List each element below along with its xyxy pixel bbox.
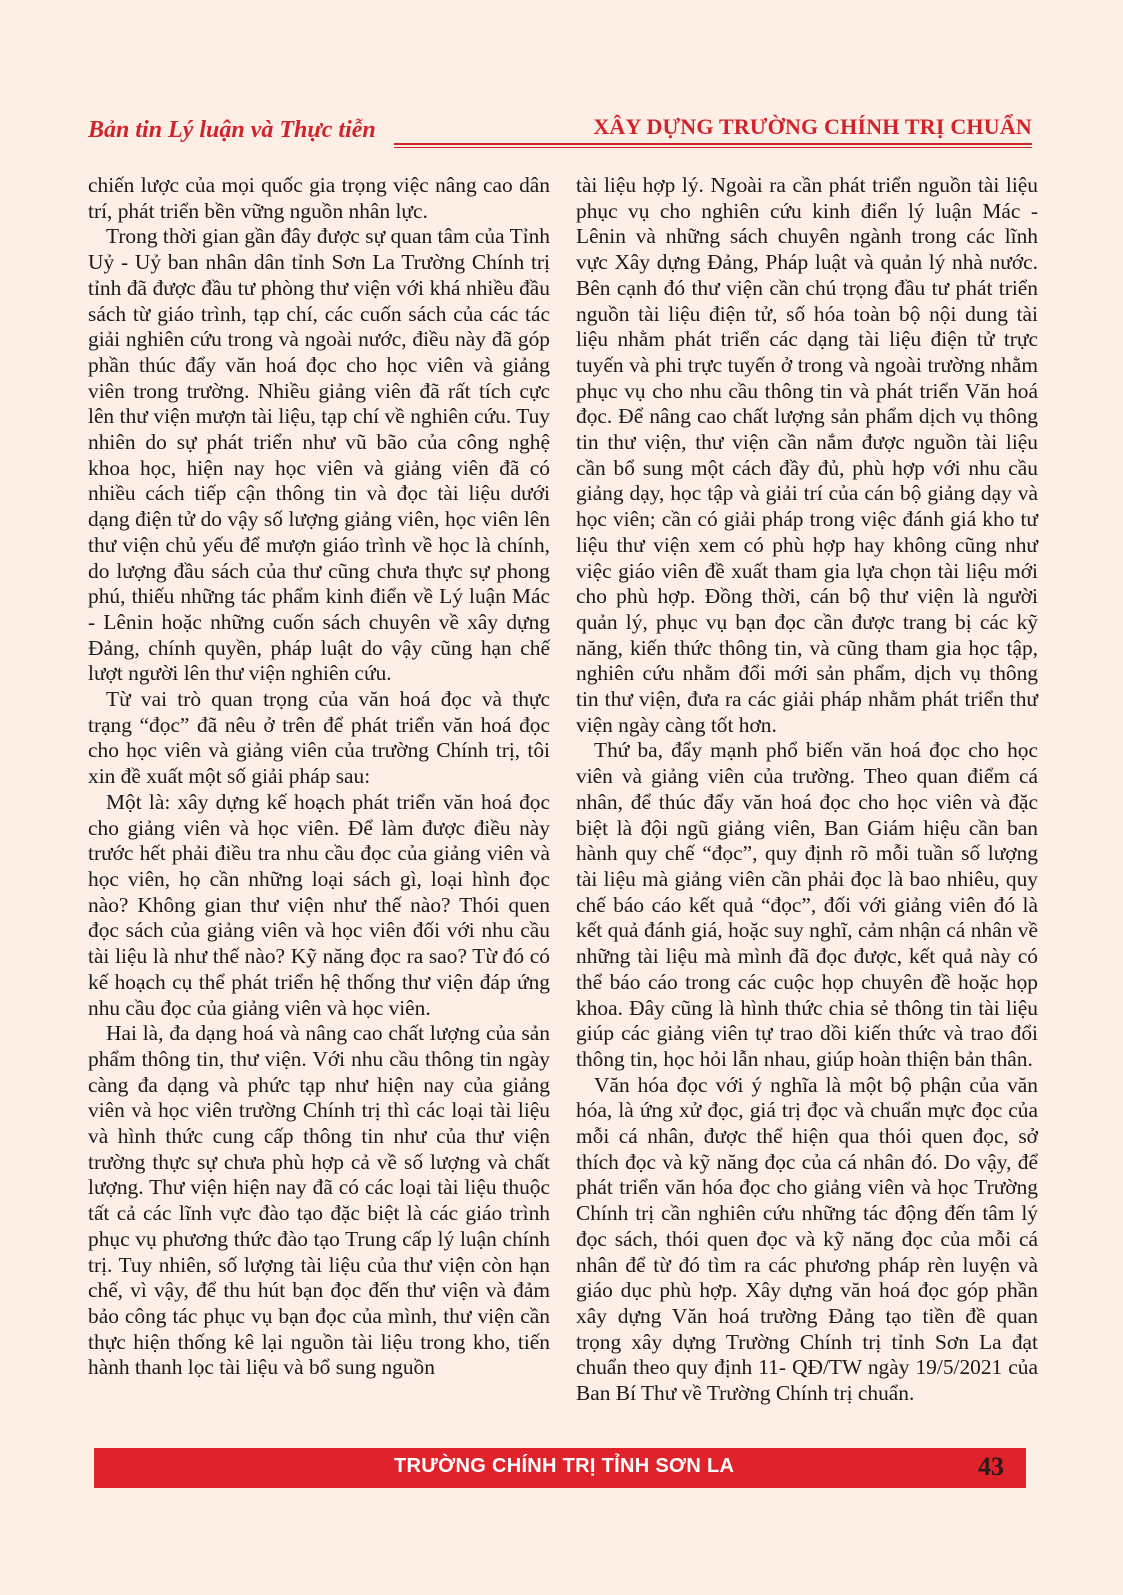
page-header [88, 112, 1032, 152]
article-body [88, 173, 1038, 1423]
footer-title: TRƯỜNG CHÍNH TRỊ TỈNH SƠN LA [394, 1455, 735, 1477]
page-footer [94, 1448, 1026, 1488]
paragraph: tài liệu hợp lý. Ngoài ra cần phát triển nguồn tài liệu phục vụ cho nghiên cứu kinh điển lý luận Mác - Lênin và những sách chuyên ngành trong các lĩnh vực Xây dựng Đảng, Pháp luật và quản lý nhà nước. Bên cạnh đó thư viện cần chú trọng đầu tư phát triển nguồn tài liệu điện tử, số hóa toàn bộ nội dung tài liệu nhằm phát triển các dạng tài liệu điện tử trực tuyến và phi trực tuyến ở trong và ngoài trường nhằm phục vụ cho nhu cầu thông tin và phát triển Văn hoá đọc. Để nâng cao chất lượng sản phẩm dịch vụ thông tin thư viện, thư viện cần nắm được nguồn tài liệu cần bổ sung một cách đầy đủ, phù hợp với nhu cầu giảng dạy, học tập và giải trí của cán bộ giảng dạy và học viên; cần có giải pháp trong việc đánh giá kho tư liệu thư viện xem có phù hợp hay không cũng như việc giáo viên đề xuất tham gia lựa chọn tài liệu mới cho phù hợp. Đồng thời, cán bộ thư viện là người quản lý, phục vụ bạn đọc cần được trang bị các kỹ năng, kiến thức thông tin, và cũng tham gia học tập, nghiên cứu nhằm đổi mới sản phẩm, dịch vụ thông tin thư viện, đưa ra các giải pháp nhằm phát triển thư viện ngày càng tốt hơn. [576, 173, 1038, 737]
right-column [576, 173, 1038, 1407]
paragraph: chiến lược của mọi quốc gia trọng việc nâng cao dân trí, phát triển bền vững nguồn nhân lực. [88, 173, 550, 223]
paragraph: Trong thời gian gần đây được sự quan tâm của Tỉnh Uỷ - Uỷ ban nhân dân tỉnh Sơn La Trường Chính trị tỉnh đã được đầu tư phòng thư viện với khá nhiều đầu sách từ giáo trình, tạp chí, các cuốn sách của các tác giải nghiên cứu trong và ngoài nước, điều này đã góp phần thúc đẩy văn hoá đọc cho học viên và giảng viên trong trường. Nhiều giảng viên đã rất tích cực lên thư viện mượn tài liệu, tạp chí về nghiên cứu. Tuy nhiên do sự phát triển như vũ bão của công nghệ khoa học, hiện nay học viên và giảng viên đã có nhiều cách tiếp cận thông tin và đọc tài liệu dưới dạng điện tử do vậy số lượng giảng viên, học viên lên thư viện chủ yếu để mượn giáo trình về học là chính, do lượng đầu sách của thư cũng chưa thực sự phong phú, thiếu những tác phẩm kinh điển về Lý luận Mác - Lênin hoặc những cuốn sách chuyên về xây dựng Đảng, chính quyền, pháp luật do vậy cũng hạn chế lượt người lên thư viện nghiên cứu. [88, 224, 550, 686]
section-title: XÂY DỰNG TRƯỜNG CHÍNH TRỊ CHUẨN [593, 114, 1032, 139]
paragraph: Từ vai trò quan trọng của văn hoá đọc và thực trạng “đọc” đã nêu ở trên để phát triển văn hoá đọc cho học viên và giảng viên của trường Chính trị, tôi xin đề xuất một số giải pháp sau: [88, 687, 550, 789]
paragraph: Văn hóa đọc với ý nghĩa là một bộ phận của văn hóa, là ứng xử đọc, giá trị đọc và chuẩn mực đọc của mỗi cá nhân, được thể hiện qua thói quen đọc, sở thích đọc và kỹ năng đọc của cá nhân đó. Do vậy, để phát triển văn hóa đọc cho giảng viên và học Trường Chính trị cần nghiên cứu những tác động đến tâm lý đọc sách, thói quen đọc và kỹ năng đọc của mỗi cá nhân để từ đó tìm ra các phương pháp rèn luyện và giáo dục phù hợp. Xây dựng văn hoá đọc góp phần xây dựng Văn hoá trường Đảng tạo tiền đề quan trọng xây dựng Trường Chính trị tỉnh Sơn La đạt chuẩn theo quy định 11- QĐ/TW ngày 19/5/2021 của Ban Bí Thư về Trường Chính trị chuẩn. [576, 1072, 1038, 1406]
paragraph: Một là: xây dựng kế hoạch phát triển văn hoá đọc cho giảng viên và học viên. Để làm được điều này trước hết phải điều tra nhu cầu đọc của giảng viên và học viên, họ cần những loại sách gì, loại hình đọc nào? Không gian thư viện như thế nào? Thói quen đọc sách của giảng viên và học viên đối với nhu cầu tài liệu là như thế nào? Kỹ năng đọc ra sao? Từ đó có kế hoạch cụ thể phát triển hệ thống thư viện đáp ứng nhu cầu đọc của giảng viên và học viên. [88, 789, 550, 1020]
page-number: 43 [978, 1452, 1004, 1481]
paragraph: Hai là, đa dạng hoá và nâng cao chất lượng của sản phẩm thông tin, thư viện. Với nhu cầu thông tin ngày càng đa dạng và phức tạp như hiện nay của giảng viên và học viên trường Chính trị thì các loại tài liệu và hình thức cung cấp thông tin như của thư viện trường thực sự chưa phù hợp cả về số lượng và chất lượng. Thư viện hiện nay đã có các loại tài liệu thuộc tất cả các lĩnh vực đào tạo đặc biệt là các giáo trình phục vụ phương thức đào tạo Trung cấp lý luận chính trị. Tuy nhiên, số lượng tài liệu của thư viện còn hạn chế, vì vậy, để thu hút bạn đọc đến thư viện và đảm bảo công tác phục vụ bạn đọc của mình, thư viện cần thực hiện thống kê lại nguồn tài liệu trong kho, tiến hành thanh lọc tài liệu và bổ sung nguồn [88, 1021, 550, 1380]
left-column [88, 173, 550, 1381]
header-rule-thin [394, 147, 1032, 148]
publication-title: Bản tin Lý luận và Thực tiễn [88, 117, 376, 143]
header-rule [394, 143, 1032, 145]
paragraph: Thứ ba, đẩy mạnh phổ biến văn hoá đọc cho học viên và giảng viên của trường. Theo quan điểm cá nhân, để thúc đẩy văn hoá đọc cho học viên và đặc biệt là đội ngũ giảng viên, Ban Giám hiệu cần ban hành quy chế “đọc”, quy định rõ mỗi tuần số lượng tài liệu mà giảng viên cần phải đọc là bao nhiêu, quy chế báo cáo kết quả “đọc”, đối với giảng viên đó là kết quả đánh giá, hoặc suy nghĩ, cảm nhận cá nhân về những tài liệu mà mình đã đọc được, kết quả này có thể báo cáo trong các cuộc họp chuyên đề hoặc họp khoa. Đây cũng là hình thức chia sẻ thông tin tài liệu giúp các giảng viên tự trao dồi kiến thức và trao đổi thông tin, học hỏi lẫn nhau, giúp hoàn thiện bản thân. [576, 738, 1038, 1071]
